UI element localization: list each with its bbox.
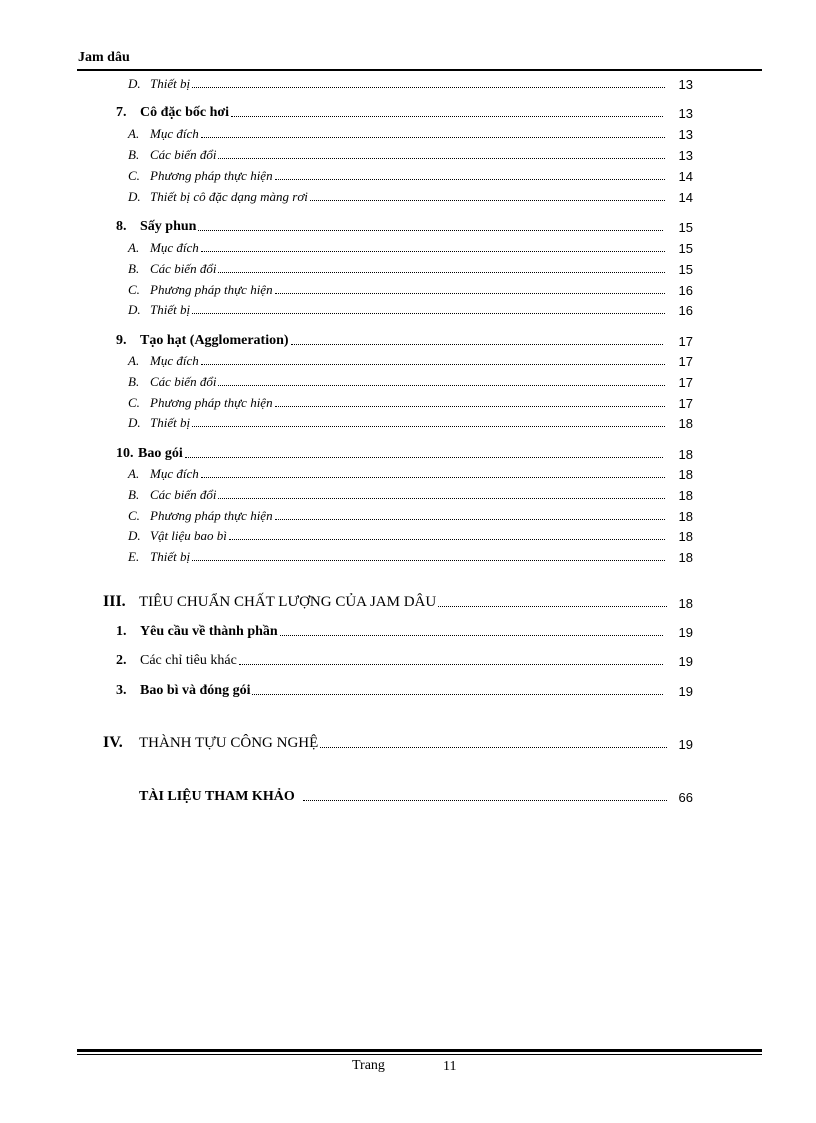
toc-entry[interactable] [128,507,693,524]
toc-entry[interactable] [128,75,693,92]
toc-entry[interactable] [116,444,693,462]
toc-marker: A. [128,466,140,481]
toc-marker: III. [103,593,126,610]
footer-rule [77,1049,762,1052]
toc-entry[interactable] [128,146,693,163]
toc-marker: 8. [116,219,127,234]
toc-entry[interactable] [128,125,693,142]
leader-dots [438,605,667,607]
toc-marker: C. [128,282,140,297]
leader-dots [310,199,665,201]
toc-entry[interactable] [116,217,693,235]
leader-dots [231,115,663,117]
toc-title: Phương pháp thực hiện [150,508,273,523]
leader-dots [320,746,667,748]
toc-title: Các biến đổi [150,147,217,162]
toc-page-number: 19 [678,737,693,752]
toc-entry[interactable] [128,260,693,277]
toc-title: TÀI LIỆU THAM KHẢO [139,789,295,804]
toc-entry[interactable] [116,681,693,699]
toc-page-number: 17 [678,334,693,349]
leader-dots [229,538,665,540]
leader-dots [201,250,665,252]
toc-entry[interactable] [128,394,693,411]
toc-title: Thiết bị [150,549,191,564]
toc-title: Vật liệu bao bì [150,528,227,543]
toc-marker: B. [128,147,140,162]
toc-page-number: 18 [678,467,693,482]
footer-rule-thin [77,1054,762,1055]
toc-title: Mục đích [150,126,199,141]
leader-dots [185,456,663,458]
toc-entry[interactable] [103,785,693,805]
toc-title: Mục đích [150,353,199,368]
toc-marker: C. [128,508,140,523]
toc-page-number: 18 [678,596,693,611]
toc-entry[interactable] [128,281,693,298]
toc-entry[interactable] [116,622,693,640]
toc-title: Mục đích [150,466,199,481]
toc-marker: B. [128,487,140,502]
toc-marker: B. [128,261,140,276]
leader-dots [192,425,665,427]
toc-title: Thiết bị cô đặc dạng màng rơi [150,189,308,204]
toc-marker: A. [128,126,140,141]
toc-title: Thiết bị [150,76,191,91]
toc-marker: A. [128,240,140,255]
toc-entry[interactable] [128,414,693,431]
leader-dots [303,799,667,801]
toc-marker: D. [128,302,141,317]
toc-entry[interactable] [116,103,693,121]
toc-page-number: 15 [678,241,693,256]
leader-dots [218,384,665,386]
toc-entry[interactable] [116,331,693,349]
toc-page-number: 14 [678,190,693,205]
toc-title: Các biến đổi [150,261,217,276]
toc-page-number: 13 [678,148,693,163]
toc-page-number: 18 [678,447,693,462]
toc-entry[interactable] [116,651,693,669]
toc-marker: 10. [116,446,134,461]
footer-page-number: 11 [443,1059,457,1074]
toc-page-number: 13 [678,106,693,121]
toc-entry[interactable] [128,188,693,205]
toc-page-number: 18 [678,488,693,503]
toc-title: Bao bì và đóng gói [140,683,251,698]
document-title: Jam dâu [78,50,130,65]
toc-entry[interactable] [128,527,693,544]
toc-title: Mục đích [150,240,199,255]
leader-dots [201,363,665,365]
toc-marker: D. [128,76,141,91]
toc-marker: 9. [116,333,127,348]
leader-dots [192,86,665,88]
toc-title: Phương pháp thực hiện [150,282,273,297]
toc-page-number: 18 [678,416,693,431]
leader-dots [192,559,665,561]
toc-title: Yêu cầu về thành phần [140,624,278,639]
toc-title: Phương pháp thực hiện [150,395,273,410]
toc-entry[interactable] [128,239,693,256]
leader-dots [275,292,665,294]
toc-title: Các chỉ tiêu khác [140,653,237,668]
toc-page-number: 16 [678,303,693,318]
toc-marker: A. [128,353,140,368]
toc-marker: D. [128,528,141,543]
leader-dots [275,178,665,180]
toc-title: Bao gói [138,446,183,461]
toc-marker: 1. [116,624,127,639]
toc-page-number: 13 [678,77,693,92]
toc-title: TIÊU CHUẨN CHẤT LƯỢNG CỦA JAM DÂU [139,594,437,610]
toc-title: Thiết bị [150,302,191,317]
toc-marker: D. [128,189,141,204]
leader-dots [192,312,665,314]
toc-page-number: 19 [678,684,693,699]
toc-title: Sấy phun [140,219,197,234]
toc-page-number: 17 [678,354,693,369]
toc-entry[interactable] [128,352,693,369]
leader-dots [275,518,665,520]
toc-page-number: 19 [678,625,693,640]
leader-dots [218,497,665,499]
toc-page-number: 17 [678,375,693,390]
toc-entry[interactable] [128,548,693,565]
toc-page-number: 16 [678,283,693,298]
toc-entry[interactable] [103,732,693,752]
leader-dots [275,405,665,407]
leader-dots [280,634,663,636]
toc-page-number: 18 [678,529,693,544]
toc-marker: IV. [103,734,123,751]
leader-dots [291,343,663,345]
toc-title: Các biến đổi [150,487,217,502]
toc-page-number: 14 [678,169,693,184]
toc-title: Các biến đổi [150,374,217,389]
toc-page-number: 18 [678,509,693,524]
toc-marker: 2. [116,653,127,668]
leader-dots [239,663,663,665]
toc-entry[interactable] [128,167,693,184]
toc-marker: C. [128,168,140,183]
leader-dots [218,271,665,273]
toc-title: THÀNH TỰU CÔNG NGHỆ [139,735,319,751]
toc-marker: B. [128,374,140,389]
toc-title: Phương pháp thực hiện [150,168,273,183]
toc-page-number: 15 [678,220,693,235]
toc-marker: 7. [116,105,127,120]
toc-page-number: 19 [678,654,693,669]
toc-entry[interactable] [128,465,693,482]
toc-entry[interactable] [128,486,693,503]
toc-entry[interactable] [128,301,693,318]
toc-marker: 3. [116,683,127,698]
leader-dots [198,229,663,231]
toc-page-number: 18 [678,550,693,565]
toc-entry[interactable] [128,373,693,390]
toc-title: Cô đặc bốc hơi [140,105,230,120]
toc-page-number: 17 [678,396,693,411]
leader-dots [218,157,665,159]
footer-page-label: Trang [352,1058,385,1073]
toc-marker: C. [128,395,140,410]
toc-title: Tạo hạt (Agglomeration) [140,333,289,348]
toc-marker: E. [128,549,140,564]
toc-marker: D. [128,415,141,430]
leader-dots [201,136,665,138]
leader-dots [252,693,663,695]
toc-entry[interactable] [103,591,693,611]
toc-page-number: 13 [678,127,693,142]
toc-page-number: 66 [678,790,693,805]
toc-title: Thiết bị [150,415,191,430]
leader-dots [201,476,665,478]
toc-page-number: 15 [678,262,693,277]
